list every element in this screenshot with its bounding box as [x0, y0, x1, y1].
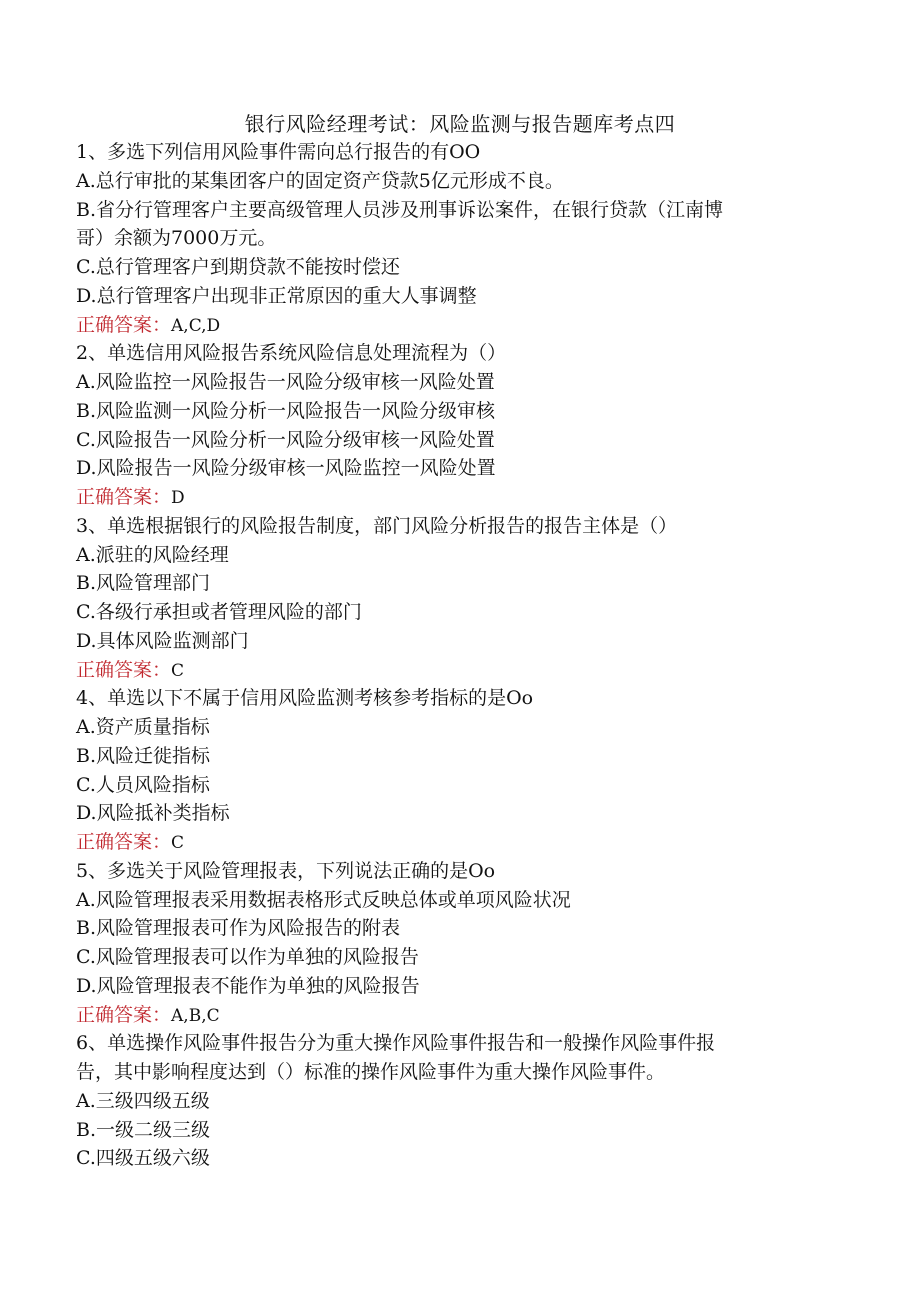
answer-option: C.四级五级六级 [76, 1147, 210, 1170]
answer-option: D.风险报告一风险分级审核一风险监控一风险处置 [76, 457, 496, 480]
answer-option: A.风险管理报表采用数据表格形式反映总体或单项风险状况 [76, 888, 571, 911]
answer-option: C.各级行承担或者管理风险的部门 [76, 601, 362, 623]
answer-label: 正确答案： [76, 1003, 172, 1026]
answer-label: 正确答案： [76, 313, 172, 336]
question-stem: 3、单选根据银行的风险报告制度，部门风险分析报告的报告主体是（） [76, 514, 678, 537]
answer-option: C.人员风险指标 [76, 773, 210, 796]
answer-option: B.风险管理部门 [76, 572, 211, 595]
question-stem: 4、单选以下不属于信用风险监测考核参考指标的是Oo [76, 687, 534, 710]
question-stem: 告，其中影响程度达到（）标准的操作风险事件为重大操作风险事件。 [76, 1061, 666, 1083]
answer-option: C.风险管理报表可以作为单独的风险报告 [76, 946, 419, 968]
question-stem: 5、多选关于风险管理报表，下列说法正确的是Oo [76, 859, 496, 882]
answer-value: C [171, 660, 185, 681]
answer-label: 正确答案： [76, 486, 172, 508]
answer-option: B.风险管理报表可作为风险报告的附表 [76, 917, 401, 940]
correct-answer [76, 311, 816, 340]
answer-value: C [171, 833, 185, 853]
answer-option: D.具体风险监测部门 [76, 629, 249, 652]
correct-answer [76, 656, 816, 685]
correct-answer [76, 483, 816, 512]
question-stem: 6、单选操作风险事件报告分为重大操作风险事件报告和一般操作风险事件报 [76, 1032, 716, 1055]
answer-option: A.资产质量指标 [76, 716, 210, 738]
answer-option: C.风险报告一风险分析一风险分级审核一风险处置 [76, 428, 495, 451]
answer-option: B.风险监测一风险分析一风险报告一风险分级审核 [76, 399, 496, 422]
answer-value: A,C,D [171, 315, 221, 336]
answer-option: A.风险监控一风险报告一风险分级审核一风险处置 [76, 371, 495, 393]
correct-answer [76, 1001, 816, 1030]
answer-label: 正确答案： [76, 658, 172, 681]
answer-option: B.风险迁徙指标 [76, 744, 211, 767]
answer-value: D [171, 488, 185, 508]
answer-value: A,B,C [171, 1005, 220, 1026]
answer-option: A.总行审批的某集团客户的固定资产贷款5亿元形成不良。 [76, 169, 564, 192]
question-stem: 1、多选下列信用风险事件需向总行报告的有OO [76, 141, 481, 163]
correct-answer [76, 828, 816, 857]
page-title: 银行风险经理考试：风险监测与报告题库考点四 [244, 112, 676, 136]
answer-option: A.三级四级五级 [76, 1089, 210, 1112]
answer-option: C.总行管理客户到期贷款不能按时偿还 [76, 256, 400, 278]
question-stem: 2、单选信用风险报告系统风险信息处理流程为（） [76, 342, 507, 365]
answer-option: D.风险抵补类指标 [76, 802, 230, 825]
answer-option: D.总行管理客户出现非正常原因的重大人事调整 [76, 284, 477, 307]
answer-option: B.省分行管理客户主要高级管理人员涉及刑事诉讼案件，在银行贷款（江南博 [76, 198, 724, 221]
answer-label: 正确答案： [76, 831, 172, 853]
answer-option: A.派驻的风险经理 [76, 543, 229, 566]
answer-option: 哥）余额为7000万元。 [76, 227, 277, 250]
answer-option: D.风险管理报表不能作为单独的风险报告 [76, 974, 420, 997]
answer-option: B.一级二级三级 [76, 1118, 211, 1141]
